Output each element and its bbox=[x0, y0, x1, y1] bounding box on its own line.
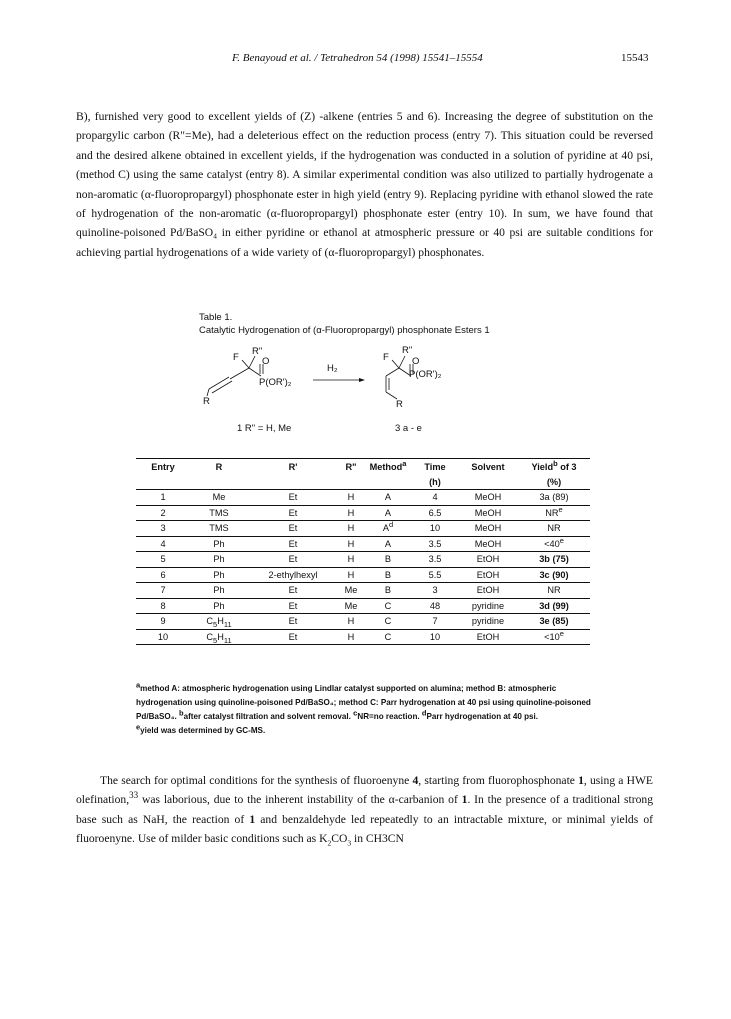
header-rdprime: R" bbox=[338, 459, 364, 475]
reaction-scheme bbox=[199, 340, 499, 440]
table-header-units-row bbox=[136, 474, 590, 490]
p2-text: . In the presence of a traditional strong base such as NaH, the reaction of bbox=[76, 793, 653, 826]
journal-citation: F. Benayoud et al. / Tetrahedron 54 (1998) 15541–15554 bbox=[232, 52, 483, 64]
p2-compound-1: 1 bbox=[578, 774, 584, 787]
cell-r-sub: 5 bbox=[213, 620, 218, 630]
running-head bbox=[0, 52, 731, 68]
product-structure bbox=[383, 345, 442, 410]
p2-subscript: 3 bbox=[347, 838, 352, 848]
cell-time: 3.5 bbox=[412, 536, 458, 552]
cell-r bbox=[190, 629, 248, 645]
scheme-left-o: O bbox=[262, 356, 270, 367]
cell-yield: NR bbox=[518, 521, 590, 537]
cell-solvent: MeOH bbox=[458, 490, 518, 506]
cell-method: A bbox=[364, 505, 412, 521]
cell-solvent: EtOH bbox=[458, 629, 518, 645]
table-header-row bbox=[136, 459, 590, 475]
cell-yield-value: <40 bbox=[544, 538, 560, 549]
scheme-left-r: R bbox=[203, 396, 210, 407]
cell-entry: 3 bbox=[136, 521, 190, 537]
cell-r: TMS bbox=[190, 505, 248, 521]
cell-r-c: C bbox=[206, 616, 214, 627]
table-footnotes bbox=[136, 682, 606, 738]
cell-rdprime: H bbox=[338, 567, 364, 583]
header-rprime: R' bbox=[248, 459, 338, 475]
cell-time: 48 bbox=[412, 598, 458, 614]
body-paragraph-2 bbox=[76, 771, 653, 849]
cell-rprime: Et bbox=[248, 536, 338, 552]
cell-yield-sup: e bbox=[559, 628, 564, 638]
cell-yield: 3a (89) bbox=[518, 490, 590, 506]
cell-rdprime: H bbox=[338, 552, 364, 568]
cell-rdprime: H bbox=[338, 536, 364, 552]
cell-solvent: EtOH bbox=[458, 583, 518, 599]
starting-material-structure bbox=[203, 346, 292, 407]
cell-rprime: Et bbox=[248, 552, 338, 568]
footnote-d: Parr hydrogenation at 40 psi. bbox=[426, 712, 539, 721]
cell-r: Me bbox=[190, 490, 248, 506]
cell-time: 7 bbox=[412, 614, 458, 630]
cell-solvent: pyridine bbox=[458, 598, 518, 614]
cell-yield-sup: e bbox=[559, 535, 564, 545]
cell-yield-value: NR bbox=[545, 507, 559, 518]
cell-r-sub: 5 bbox=[213, 635, 218, 645]
footnote-e: yield was determined by GC-MS. bbox=[140, 726, 266, 735]
cell-method: C bbox=[364, 598, 412, 614]
cell-rprime: Et bbox=[248, 583, 338, 599]
cell-time: 10 bbox=[412, 521, 458, 537]
p2-text: in CH3CN bbox=[351, 832, 404, 846]
cell-r bbox=[190, 614, 248, 630]
footnote-c-mark: c bbox=[353, 708, 358, 718]
cell-r: Ph bbox=[190, 536, 248, 552]
cell-rprime: Et bbox=[248, 505, 338, 521]
scheme-reagent: H₂ bbox=[327, 363, 338, 374]
cell-time: 3.5 bbox=[412, 552, 458, 568]
scheme-left-caption: 1 R" = H, Me bbox=[237, 423, 292, 434]
scheme-left-f: F bbox=[233, 352, 239, 363]
cell-rprime: Et bbox=[248, 598, 338, 614]
scheme-right-f: F bbox=[383, 352, 389, 363]
hydrogenation-results-table bbox=[136, 458, 590, 645]
cell-rprime: 2-ethylhexyl bbox=[248, 567, 338, 583]
cell-r: TMS bbox=[190, 521, 248, 537]
cell-entry: 5 bbox=[136, 552, 190, 568]
header-method bbox=[364, 459, 412, 475]
cell-r: Ph bbox=[190, 583, 248, 599]
cell-solvent: EtOH bbox=[458, 552, 518, 568]
p2-text: , using a HWE olefination, bbox=[76, 774, 654, 807]
cell-rdprime: H bbox=[338, 614, 364, 630]
cell-solvent: MeOH bbox=[458, 521, 518, 537]
scheme-right-caption: 3 a - e bbox=[395, 423, 422, 434]
scheme-right-por: P(OR')₂ bbox=[409, 369, 442, 380]
cell-yield: NR bbox=[518, 583, 590, 599]
cell-entry: 1 bbox=[136, 490, 190, 506]
table-row bbox=[136, 505, 590, 521]
p2-compound-4: 4 bbox=[412, 774, 419, 787]
table-row bbox=[136, 614, 590, 630]
p2-text: was laborious, due to the inherent instability of the α-carbanion of bbox=[138, 793, 462, 807]
cell-rprime: Et bbox=[248, 614, 338, 630]
cell-yield: 3e (85) bbox=[518, 614, 590, 630]
p2-text: CO bbox=[331, 832, 348, 846]
header-yield-rest: of 3 bbox=[557, 461, 577, 472]
cell-time: 4 bbox=[412, 490, 458, 506]
reaction-arrow bbox=[313, 363, 365, 382]
header-entry: Entry bbox=[136, 459, 190, 475]
body-paragraph-1: B), furnished very good to excellent yields of (Z) -alkene (entries 5 and 6). Increasing the degree of substitution on the propargylic carbon (R"=Me), had a deleterious effect on the reduction process (entry 7). This situation could be reversed and the desired alkene obtained in excellent yields, if the hydrogenation was conducted in a solution of pyridine at 40 psi, (method C) using the same catalyst (entry 8). A similar experimental condition was also utilized to partially hydrogenate a non-aromatic (α-fluoropropargyl) phosphonate ester in high yield (entry 9). Replacing pyridine with ethanol slowed the rate of hydrogenation of the non-aromatic (α-fluoropropargyl) phosphonate ester (entry 10). In sum, we have found that quinoline-poisoned Pd/BaSO₄ in either pyridine or ethanol at atmospheric pressure or 40 psi are suitable conditions for achieving partial hydrogenations of a wide variety of (α-fluoropropargyl) phosphonates. bbox=[76, 110, 653, 259]
p2-subscript: 2 bbox=[327, 838, 332, 848]
cell-solvent: pyridine bbox=[458, 614, 518, 630]
table-row bbox=[136, 490, 590, 506]
cell-entry: 9 bbox=[136, 614, 190, 630]
table-row bbox=[136, 629, 590, 645]
cell-method-sup: d bbox=[388, 520, 394, 530]
cell-rdprime: H bbox=[338, 629, 364, 645]
cell-entry: 7 bbox=[136, 583, 190, 599]
header-yield bbox=[518, 459, 590, 475]
table-row bbox=[136, 536, 590, 552]
p2-text: and benzaldehyde led repeatedly to an intractable mixture, or minimal yields of fluoroenyne. Use of milder basic conditions such as K bbox=[76, 812, 654, 846]
cell-r: Ph bbox=[190, 567, 248, 583]
table-row bbox=[136, 583, 590, 599]
footnote-c: NR=no reaction. bbox=[357, 712, 422, 721]
header-r: R bbox=[190, 459, 248, 475]
cell-entry: 6 bbox=[136, 567, 190, 583]
cell-yield-sup: e bbox=[558, 504, 563, 514]
cell-solvent: MeOH bbox=[458, 536, 518, 552]
cell-solvent: MeOH bbox=[458, 505, 518, 521]
cell-rdprime: Me bbox=[338, 598, 364, 614]
header-time-unit: (h) bbox=[412, 474, 458, 490]
table-row bbox=[136, 521, 590, 537]
header-yield-label: Yield bbox=[531, 461, 554, 472]
cell-time: 5.5 bbox=[412, 567, 458, 583]
footnote-d-mark: d bbox=[421, 708, 427, 718]
cell-method: A bbox=[364, 490, 412, 506]
cell-entry: 10 bbox=[136, 629, 190, 645]
cell-method: C bbox=[364, 614, 412, 630]
header-yield-unit: (%) bbox=[518, 474, 590, 490]
cell-time: 3 bbox=[412, 583, 458, 599]
cell-method: B bbox=[364, 552, 412, 568]
cell-yield-value: <10 bbox=[544, 631, 560, 642]
cell-method: A bbox=[364, 536, 412, 552]
table-row bbox=[136, 567, 590, 583]
cell-time: 10 bbox=[412, 629, 458, 645]
footnote-b-mark: b bbox=[179, 708, 184, 718]
cell-rdprime: H bbox=[338, 521, 364, 537]
cell-method-value: A bbox=[382, 523, 389, 534]
cell-method bbox=[364, 521, 412, 537]
cell-r-sub2: 11 bbox=[223, 635, 232, 645]
cell-rdprime: Me bbox=[338, 583, 364, 599]
cell-time: 6.5 bbox=[412, 505, 458, 521]
table-caption bbox=[199, 311, 490, 337]
table-title: Catalytic Hydrogenation of (α-Fluoropropargyl) phosphonate Esters 1 bbox=[199, 325, 490, 336]
header-method-label: Method bbox=[369, 461, 403, 472]
p2-reference: 33 bbox=[129, 790, 139, 801]
cell-r-c: C bbox=[206, 631, 214, 642]
p2-text: , starting from fluorophosphonate bbox=[418, 774, 579, 787]
cell-r-h: H bbox=[217, 616, 224, 627]
cell-r: Ph bbox=[190, 552, 248, 568]
cell-yield: 3d (99) bbox=[518, 598, 590, 614]
header-yield-sup: b bbox=[553, 458, 558, 468]
page-number: 15543 bbox=[621, 52, 649, 64]
cell-yield bbox=[518, 536, 590, 552]
scheme-right-rpp: R" bbox=[402, 345, 413, 356]
table-label: Table 1. bbox=[199, 312, 233, 323]
cell-r-h: H bbox=[217, 631, 224, 642]
cell-method: B bbox=[364, 583, 412, 599]
header-time: Time bbox=[412, 459, 458, 475]
p2-compound-1: 1 bbox=[249, 812, 256, 826]
p2-compound-1: 1 bbox=[461, 793, 468, 807]
cell-yield bbox=[518, 505, 590, 521]
cell-entry: 4 bbox=[136, 536, 190, 552]
cell-rdprime: H bbox=[338, 505, 364, 521]
header-solvent: Solvent bbox=[458, 459, 518, 475]
scheme-left-por: P(OR')₂ bbox=[259, 377, 292, 388]
cell-entry: 8 bbox=[136, 598, 190, 614]
cell-r-sub2: 11 bbox=[223, 620, 232, 630]
cell-rprime: Et bbox=[248, 521, 338, 537]
cell-method: B bbox=[364, 567, 412, 583]
cell-yield bbox=[518, 629, 590, 645]
table-row bbox=[136, 598, 590, 614]
footnote-b: after catalyst filtration and solvent removal. bbox=[183, 712, 354, 721]
cell-r: Ph bbox=[190, 598, 248, 614]
header-method-sup: a bbox=[402, 458, 407, 468]
cell-method: C bbox=[364, 629, 412, 645]
cell-rdprime: H bbox=[338, 490, 364, 506]
scheme-right-r: R bbox=[396, 399, 403, 410]
cell-rprime: Et bbox=[248, 629, 338, 645]
scheme-right-o: O bbox=[412, 356, 420, 367]
cell-entry: 2 bbox=[136, 505, 190, 521]
cell-yield: 3b (75) bbox=[518, 552, 590, 568]
footnote-e-mark: e bbox=[136, 722, 141, 732]
cell-solvent: EtOH bbox=[458, 567, 518, 583]
table-row bbox=[136, 552, 590, 568]
footnote-a-mark: a bbox=[136, 680, 141, 690]
cell-rprime: Et bbox=[248, 490, 338, 506]
scheme-left-rpp: R" bbox=[252, 346, 263, 357]
cell-yield: 3c (90) bbox=[518, 567, 590, 583]
p2-text: The search for optimal conditions for the synthesis of fluoroenyne bbox=[100, 774, 413, 787]
footnote-a: method A: atmospheric hydrogenation using Lindlar catalyst supported on alumina; method B: atmospheric hydrogenation using quinoline-poisoned Pd/BaSO₄; method C: Parr hydrogenation at 40 psi using quinoline-poisoned Pd/BaSO₄. bbox=[136, 684, 591, 721]
